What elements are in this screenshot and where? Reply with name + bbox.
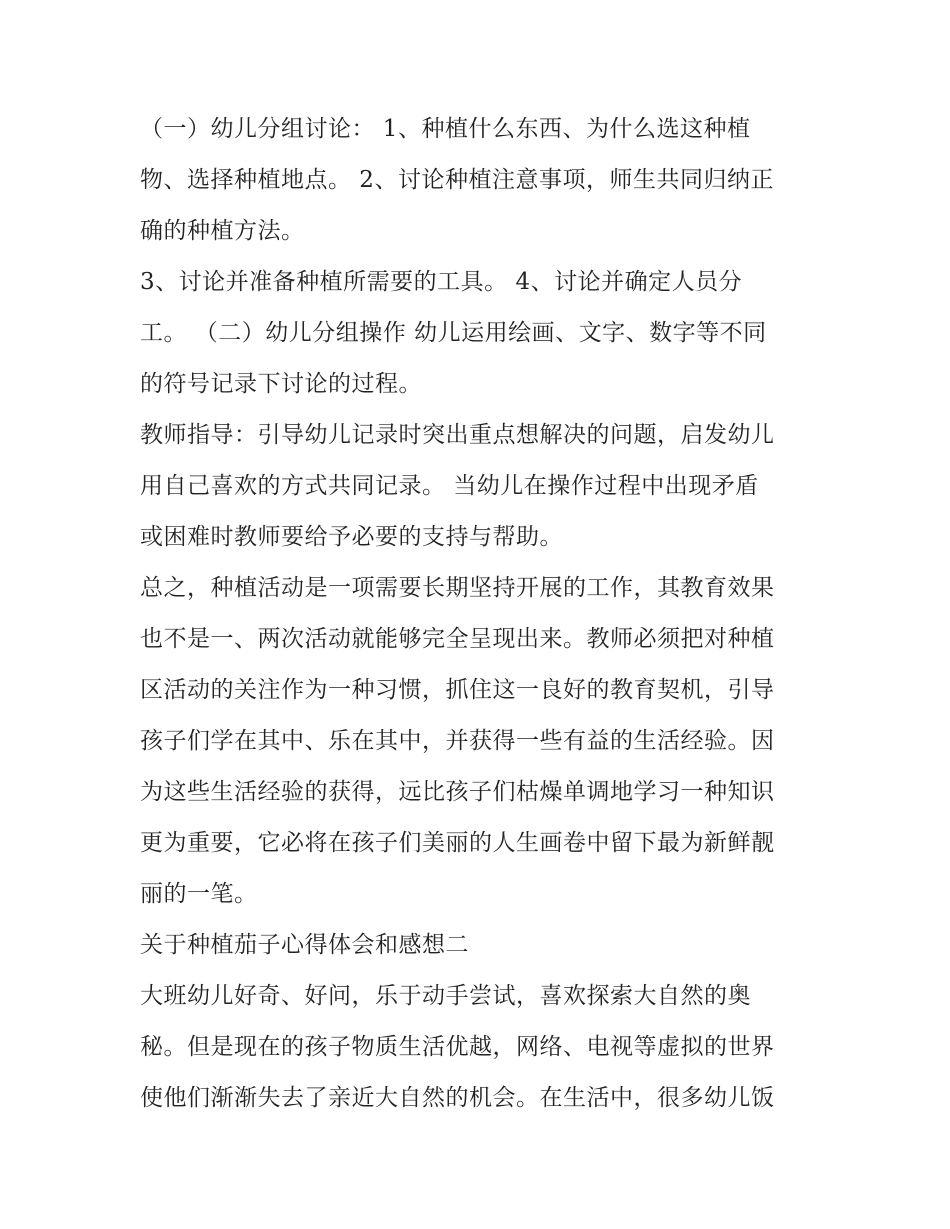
text-line: 也不是一、两次活动就能够完全呈现出来。教师必须把对种植 [140,626,775,652]
paragraph-tools-and-roles [140,257,820,410]
text-line: 更为重要，它必将在孩子们美丽的人生画卷中留下最为新鲜靓 [140,830,775,856]
document-body [140,104,820,1124]
text-line: 的符号记录下讨论的过程。 [140,371,422,397]
text-line: 秘。但是现在的孩子物质生活优越，网络、电视等虚拟的世界 [140,1034,775,1060]
text-line: 总之，种植活动是一项需要长期坚持开展的工作，其教育效果 [140,575,775,601]
text-line: 物、选择种植地点。 2、讨论种植注意事项，师生共同归纳正 [140,167,774,193]
text-line: 使他们渐渐失去了亲近大自然的机会。在生活中，很多幼儿饭 [140,1085,775,1111]
paragraph-summary [140,563,820,920]
paragraph-group-discussion [140,104,820,257]
text-line: 或困难时教师要给予必要的支持与帮助。 [140,524,563,550]
text-line: 用自己喜欢的方式共同记录。 当幼儿在操作过程中出现矛盾 [140,473,759,499]
text-line: 确的种植方法。 [140,218,305,244]
text-line: 区活动的关注作为一种习惯，抓住这一良好的教育契机，引导 [140,677,775,703]
text-line: 丽的一笔。 [140,881,258,907]
text-line: （一）幼儿分组讨论： 1、种植什么东西、为什么选这种植 [140,116,751,142]
paragraph-teacher-guidance [140,410,820,563]
text-line: 为这些生活经验的获得，远比孩子们枯燥单调地学习一种知识 [140,779,775,805]
text-line: 工。 （二）幼儿分组操作 幼儿运用绘画、文字、数字等不同 [140,320,767,346]
text-line: 3、讨论并准备种植所需要的工具。 4、讨论并确定人员分 [140,269,743,295]
heading-line: 关于种植茄子心得体会和感想二 [140,932,469,958]
text-line: 教师指导：引导幼儿记录时突出重点想解决的问题，启发幼儿 [140,422,775,448]
section-heading [140,920,820,971]
paragraph-intro-second [140,971,820,1124]
text-line: 孩子们学在其中、乐在其中，并获得一些有益的生活经验。因 [140,728,775,754]
text-line: 大班幼儿好奇、好问，乐于动手尝试，喜欢探索大自然的奥 [140,983,751,1009]
